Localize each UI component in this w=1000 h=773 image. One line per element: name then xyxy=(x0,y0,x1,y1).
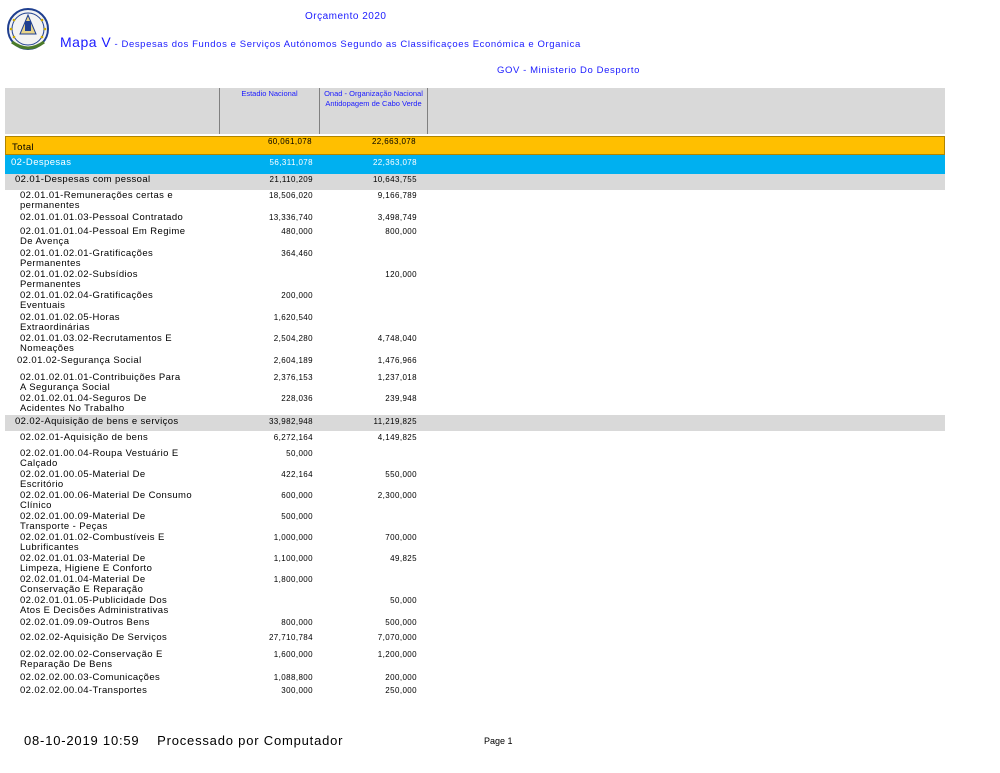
value-estadio: 1,620,540 xyxy=(273,313,313,322)
table-row xyxy=(5,211,945,226)
value-estadio: 13,336,740 xyxy=(268,213,313,222)
row-label: 02.01.01-Remunerações certas e permanentes xyxy=(20,190,173,211)
report-title xyxy=(60,34,581,50)
table-row xyxy=(5,226,945,248)
mapa-description: - Despesas dos Fundos e Serviços Autónomos Segundo as Classificaçoes Económica e Organica xyxy=(111,39,581,50)
column-header-estadio: Estadio Nacional xyxy=(219,88,320,134)
row-label: 02.01.02.01.04-Seguros De Acidentes No Trabalho xyxy=(20,393,147,414)
row-label: 02.01.02-Segurança Social xyxy=(17,355,142,366)
row-label: 02.02.01.01.03-Material De Limpeza, Higiene E Conforto xyxy=(20,553,153,574)
table-row xyxy=(5,685,945,699)
value-estadio: 600,000 xyxy=(281,491,313,500)
row-label: 02.02.01.00.06-Material De Consumo Clínico xyxy=(20,490,193,511)
page-number: Page 1 xyxy=(484,736,513,746)
table-row xyxy=(5,248,945,269)
value-estadio: 300,000 xyxy=(281,686,313,695)
row-label: 02.02.01.00.05-Material De Escritório xyxy=(20,469,146,490)
row-label: 02.01.01.01.04-Pessoal Em Regime De Avença xyxy=(20,226,186,247)
value-onad: 700,000 xyxy=(385,533,417,542)
value-estadio: 6,272,164 xyxy=(273,433,313,442)
table-row xyxy=(5,631,945,649)
mapa-label: Mapa V xyxy=(60,34,112,50)
budget-title: Orçamento 2020 xyxy=(305,11,387,22)
row-label: 02.01.01.02.05-Horas Extraordinárias xyxy=(20,312,120,333)
value-onad: 1,200,000 xyxy=(377,650,417,659)
table-row xyxy=(5,354,945,371)
row-label: 02.02.02.00.02-Conservação E Reparação De Bens xyxy=(20,649,163,670)
row-label: 02.02.01.09.09-Outros Bens xyxy=(20,617,150,628)
table-row xyxy=(5,616,945,631)
table-row xyxy=(5,595,945,616)
value-estadio: 1,000,000 xyxy=(273,533,313,542)
value-onad: 49,825 xyxy=(390,554,417,563)
row-label: 02.01.02.01.01-Contribuições Para A Segurança Social xyxy=(20,372,181,393)
coat-of-arms-icon xyxy=(4,6,52,56)
group-row xyxy=(5,155,945,174)
value-estadio: 1,800,000 xyxy=(273,575,313,584)
value-onad: 1,476,966 xyxy=(377,356,417,365)
value-estadio: 27,710,784 xyxy=(268,633,313,642)
table-row xyxy=(5,371,945,393)
footer-date: 08-10-2019 10:59 xyxy=(24,733,140,748)
value-onad: 500,000 xyxy=(385,618,417,627)
value-estadio: 56,311,078 xyxy=(269,158,313,167)
table-row xyxy=(5,290,945,312)
value-estadio: 364,460 xyxy=(281,249,313,258)
table-row xyxy=(5,532,945,553)
value-estadio: 50,000 xyxy=(286,449,313,458)
value-estadio: 2,376,153 xyxy=(273,373,313,382)
value-onad: 2,300,000 xyxy=(377,491,417,500)
value-onad: 1,237,018 xyxy=(377,373,417,382)
value-onad: 22,363,078 xyxy=(372,158,417,167)
value-estadio: 1,100,000 xyxy=(273,554,313,563)
row-label: 02.01.01.02.01-Gratificações Permanentes xyxy=(20,248,154,269)
table-header-band xyxy=(5,88,945,134)
value-estadio: 33,982,948 xyxy=(268,417,313,426)
row-label: 02-Despesas xyxy=(11,157,72,168)
value-onad: 22,663,078 xyxy=(371,137,416,146)
value-onad: 550,000 xyxy=(385,470,417,479)
value-estadio: 480,000 xyxy=(281,227,313,236)
footer-processed: Processado por Computador xyxy=(157,733,344,748)
footer-timestamp xyxy=(24,733,343,748)
row-label: 02.02.01.00.04-Roupa Vestuário E Calçado xyxy=(20,448,179,469)
value-onad: 239,948 xyxy=(385,394,417,403)
row-label: 02.02.01.01.05-Publicidade Dos Atos E Decisões Administrativas xyxy=(20,595,169,616)
row-label: 02.02.02-Aquisição De Serviços xyxy=(20,632,168,643)
value-estadio: 800,000 xyxy=(281,618,313,627)
table-row xyxy=(5,671,945,685)
table-row xyxy=(5,490,945,511)
table-row xyxy=(5,333,945,354)
value-onad: 4,748,040 xyxy=(377,334,417,343)
value-estadio: 422,164 xyxy=(281,470,313,479)
table-row xyxy=(5,574,945,595)
group-row xyxy=(5,174,945,190)
row-label: 02.01.01.02.04-Gratificações Eventuais xyxy=(20,290,154,311)
column-header-onad: Onad - Organização Nacional Antidopagem de Cabo Verde xyxy=(319,88,428,134)
table-row xyxy=(5,553,945,574)
value-onad: 250,000 xyxy=(385,686,417,695)
table-row xyxy=(5,312,945,333)
row-label: 02.02.01.00.09-Material De Transporte - Peças xyxy=(20,511,146,532)
value-estadio: 2,504,280 xyxy=(273,334,313,343)
value-estadio: 21,110,209 xyxy=(269,175,313,184)
table-row xyxy=(5,649,945,671)
row-label: 02.01-Despesas com pessoal xyxy=(15,174,151,185)
value-onad: 10,643,755 xyxy=(372,175,417,184)
value-estadio: 500,000 xyxy=(281,512,313,521)
row-label: 02.02.02.00.04-Transportes xyxy=(20,685,148,696)
total-row xyxy=(5,136,945,155)
row-label: 02.02.01-Aquisição de bens xyxy=(20,432,149,443)
value-estadio: 1,600,000 xyxy=(273,650,313,659)
value-estadio: 1,088,800 xyxy=(273,673,313,682)
row-label: 02.01.01.02.02-Subsídios Permanentes xyxy=(20,269,138,290)
row-label: 02.02.01.01.02-Combustíveis E Lubrificantes xyxy=(20,532,165,553)
value-onad: 9,166,789 xyxy=(377,191,417,200)
table-row xyxy=(5,393,945,415)
table-row xyxy=(5,269,945,290)
value-onad: 120,000 xyxy=(385,270,417,279)
row-label: 02.02.02.00.03-Comunicações xyxy=(20,672,161,683)
row-label: 02.01.01.03.02-Recrutamentos E Nomeações xyxy=(20,333,172,354)
value-onad: 11,219,825 xyxy=(373,417,417,426)
table-row xyxy=(5,190,945,211)
table-row xyxy=(5,431,945,448)
value-onad: 7,070,000 xyxy=(377,633,417,642)
row-label: 02.02.01.01.04-Material De Conservação E Reparação xyxy=(20,574,146,595)
table-row xyxy=(5,448,945,469)
value-estadio: 2,604,189 xyxy=(273,356,313,365)
row-label: Total xyxy=(12,142,35,153)
table-row xyxy=(5,511,945,532)
row-label: 02.02-Aquisição de bens e serviços xyxy=(15,416,179,427)
value-onad: 50,000 xyxy=(390,596,417,605)
value-onad: 200,000 xyxy=(385,673,417,682)
value-estadio: 228,036 xyxy=(281,394,313,403)
value-onad: 3,498,749 xyxy=(377,213,417,222)
table-row xyxy=(5,469,945,490)
value-estadio: 18,506,020 xyxy=(268,191,313,200)
value-onad: 4,149,825 xyxy=(377,433,417,442)
value-onad: 800,000 xyxy=(385,227,417,236)
value-estadio: 60,061,078 xyxy=(267,137,312,146)
ministry-line: GOV - Ministerio Do Desporto xyxy=(497,65,640,76)
row-label: 02.01.01.01.03-Pessoal Contratado xyxy=(20,212,184,223)
group-row xyxy=(5,415,945,431)
value-estadio: 200,000 xyxy=(281,291,313,300)
